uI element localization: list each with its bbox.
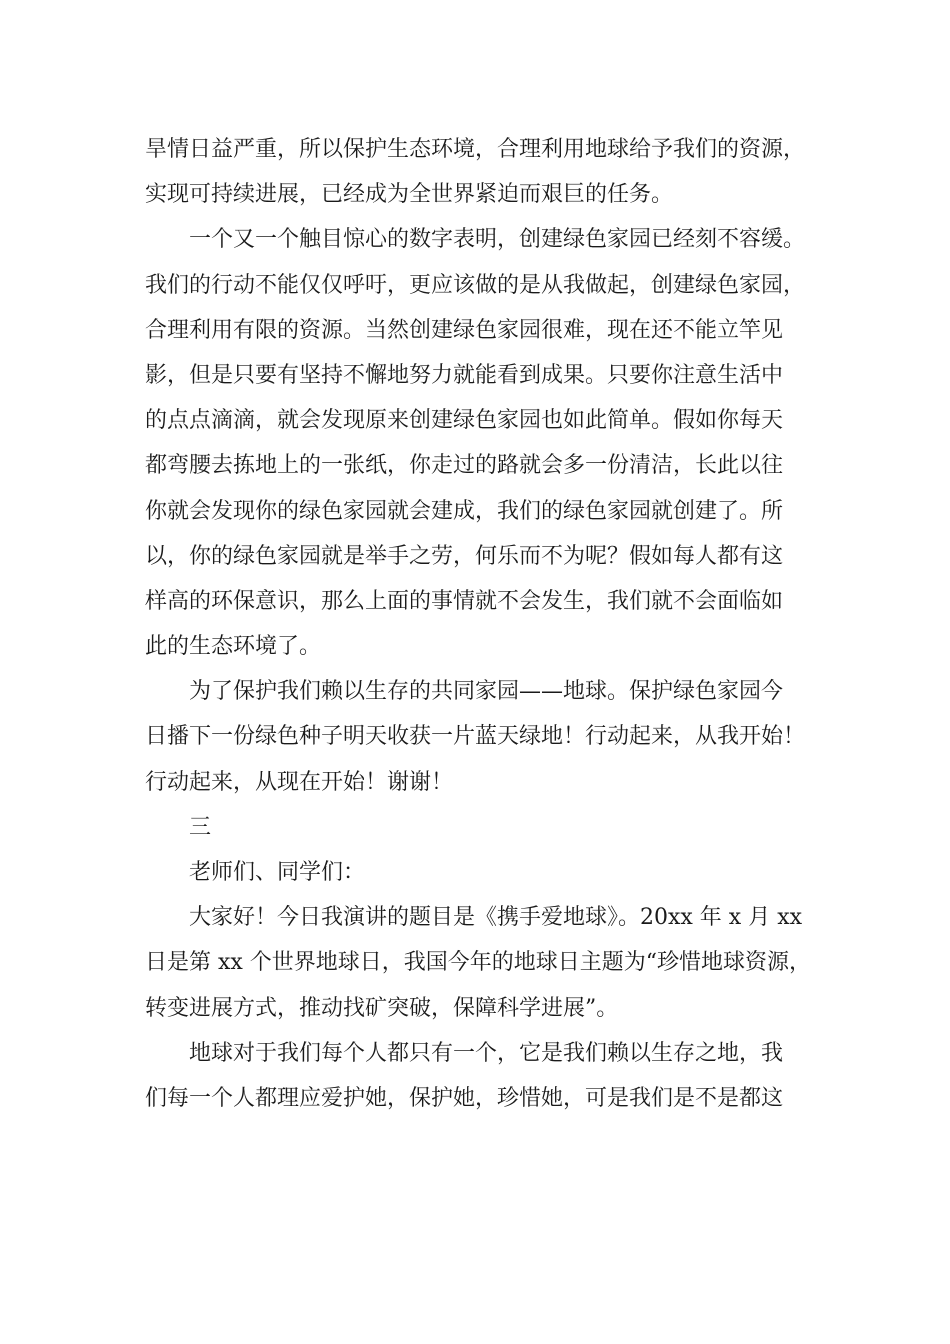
text-line: 大家好！今日我演讲的题目是《携手爱地球》。20xx 年 x 月 xx <box>189 905 803 931</box>
text-line: 此的生态环境了。 <box>145 634 322 660</box>
text-line: 为了保护我们赖以生存的共同家园——地球。保护绿色家园今 <box>189 679 784 705</box>
text-line: 以，你的绿色家园就是举手之劳，何乐而不为呢？假如每人都有这 <box>145 543 784 569</box>
text-line: 你就会发现你的绿色家园就会建成，我们的绿色家园就创建了。所 <box>145 498 784 524</box>
text-line: 们每一个人都理应爱护她，保护她，珍惜她，可是我们是不是都这 <box>145 1085 784 1111</box>
text-line: 样高的环保意识，那么上面的事情就不会发生，我们就不会面临如 <box>145 588 784 614</box>
text-line: 旱情日益严重，所以保护生态环境，合理利用地球给予我们的资源， <box>145 137 806 162</box>
salutation: 老师们、同学们： <box>189 860 366 885</box>
text-line: 一个又一个触目惊心的数字表明，创建绿色家园已经刻不容缓。 <box>189 227 806 253</box>
document-body <box>145 127 825 1121</box>
text-line: 影，但是只要有坚持不懈地努力就能看到成果。只要你注意生活中 <box>145 362 784 388</box>
text-line: 日播下一份绿色种子明天收获一片蓝天绿地！行动起来，从我开始！ <box>145 724 806 750</box>
text-line: 行动起来，从现在开始！谢谢！ <box>145 769 454 795</box>
section-heading: 三 <box>189 814 212 840</box>
text-line: 合理利用有限的资源。当然创建绿色家园很难，现在还不能立竿见 <box>145 317 784 343</box>
text-line: 实现可持续进展，已经成为全世界紧迫而艰巨的任务。 <box>145 182 674 208</box>
text-line: 地球对于我们每个人都只有一个，它是我们赖以生存之地，我 <box>189 1040 784 1066</box>
text-line: 的点点滴滴，就会发现原来创建绿色家园也如此简单。假如你每天 <box>145 408 784 434</box>
text-line: 日是第 xx 个世界地球日，我国今年的地球日主题为“珍惜地球资源， <box>145 950 812 976</box>
text-line: 都弯腰去拣地上的一张纸，你走过的路就会多一份清洁，长此以往 <box>145 453 784 479</box>
text-line: 转变进展方式，推动找矿突破，保障科学进展”。 <box>145 995 619 1021</box>
text-line: 我们的行动不能仅仅呼吁，更应该做的是从我做起，创建绿色家园， <box>145 272 806 298</box>
